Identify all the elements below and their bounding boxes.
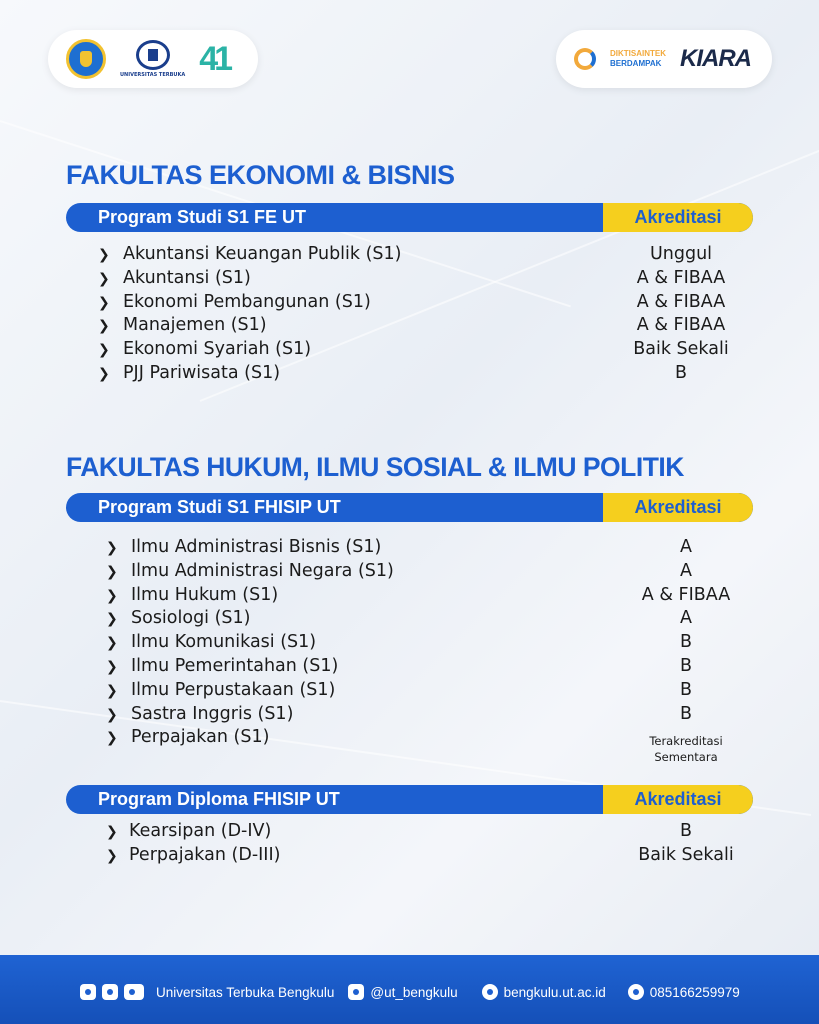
chevron-right-icon: ❯ <box>106 611 118 628</box>
chevron-right-icon: ❯ <box>98 247 110 263</box>
program-name: Ilmu Komunikasi (S1) <box>131 632 317 653</box>
program-accreditation: Baik Sekali <box>638 845 734 865</box>
youtube-icon[interactable] <box>124 984 144 1000</box>
facebook-icon[interactable] <box>102 984 118 1000</box>
faculty-title-feb: FAKULTAS EKONOMI & BISNIS <box>66 160 455 190</box>
anniversary-41-logo <box>199 40 229 79</box>
program-bar-s1-fe <box>66 203 753 232</box>
program-name: Ekonomi Pembangunan (S1) <box>123 291 371 312</box>
program-accreditation: A & FIBAA <box>636 291 726 312</box>
chevron-right-icon: ❯ <box>98 294 110 311</box>
akreditasi-header: Akreditasi <box>603 493 753 522</box>
diktisaintek-logo <box>610 49 666 69</box>
program-bar-label: Program Studi S1 FE UT <box>98 207 307 227</box>
program-name: Sastra Inggris (S1) <box>131 703 294 724</box>
program-row <box>0 680 700 704</box>
dikti-line2: BERDAMPAK <box>610 59 662 68</box>
chevron-right-icon: ❯ <box>106 682 118 699</box>
chevron-right-icon: ❯ <box>106 563 118 580</box>
program-bar-label: Program Diploma FHISIP UT <box>98 789 340 809</box>
program-accreditation: Baik Sekali <box>633 339 729 360</box>
program-accreditation: B <box>679 632 692 653</box>
program-row <box>0 339 729 363</box>
program-name: Ilmu Pemerintahan (S1) <box>131 656 339 676</box>
program-name: Ilmu Hukum (S1) <box>131 584 279 605</box>
partner-logos-left <box>48 30 258 88</box>
program-accreditation: A <box>680 560 692 581</box>
program-name: Ilmu Administrasi Bisnis (S1) <box>131 537 382 557</box>
program-accreditation: A & FIBAA <box>636 267 726 288</box>
program-name: Manajemen (S1) <box>123 315 267 336</box>
program-accreditation: A <box>680 608 692 629</box>
chevron-right-icon: ❯ <box>106 540 118 556</box>
program-name: Ekonomi Syariah (S1) <box>123 339 312 360</box>
program-row <box>0 315 726 339</box>
ut-logo-text: UNIVERSITAS TERBUKA <box>120 72 186 78</box>
program-name: Ilmu Perpustakaan (S1) <box>131 679 336 700</box>
chevron-right-icon: ❯ <box>106 848 118 864</box>
ut-emblem-icon <box>136 40 170 70</box>
program-accreditation: A & FIBAA <box>636 315 726 336</box>
social-university[interactable] <box>80 984 334 1000</box>
footer-contact-row <box>80 984 754 1000</box>
tut-wuri-handayani-logo <box>66 39 106 79</box>
program-row <box>0 656 700 680</box>
tiktok-icon[interactable] <box>80 984 96 1000</box>
program-accreditation: A & FIBAA <box>641 584 731 605</box>
faculty-title-fhisip: FAKULTAS HUKUM, ILMU SOSIAL & ILMU POLITIK <box>66 452 684 482</box>
social-website[interactable] <box>482 984 606 1000</box>
program-accreditation: B <box>679 656 692 676</box>
social-instagram[interactable] <box>348 984 457 1000</box>
program-row <box>0 845 734 869</box>
program-name: Sosiologi (S1) <box>131 608 251 629</box>
program-row <box>0 244 713 268</box>
chevron-right-icon: ❯ <box>106 635 118 652</box>
program-bar-diploma-fhisip <box>66 785 753 814</box>
program-row <box>0 704 700 728</box>
program-name: PJJ Pariwisata (S1) <box>123 363 281 383</box>
program-accreditation: Terakreditasi Sementara <box>649 734 723 765</box>
program-name: Perpajakan (D-III) <box>129 845 281 865</box>
footer-whatsapp[interactable]: 085166259979 <box>649 984 740 1000</box>
chevron-right-icon: ❯ <box>106 730 118 747</box>
program-row <box>0 267 726 292</box>
program-name: Perpajakan (S1) <box>131 727 270 748</box>
program-bar-label: Program Studi S1 FHISIP UT <box>98 497 341 517</box>
program-accreditation: B <box>679 679 692 700</box>
program-row <box>0 561 700 585</box>
program-name: Akuntansi Keuangan Publik (S1) <box>123 244 402 264</box>
chevron-right-icon: ❯ <box>106 706 118 723</box>
chevron-right-icon: ❯ <box>98 318 110 335</box>
program-name: Ilmu Administrasi Negara (S1) <box>131 560 394 581</box>
chevron-right-icon: ❯ <box>106 659 118 675</box>
chevron-right-icon: ❯ <box>98 270 110 287</box>
program-row <box>0 537 700 561</box>
program-row <box>0 291 726 316</box>
chevron-right-icon: ❯ <box>98 342 110 359</box>
program-accreditation: B <box>679 821 692 841</box>
instagram-icon <box>348 984 364 1000</box>
universitas-terbuka-logo <box>120 40 185 78</box>
program-row <box>0 632 700 656</box>
kiara-logo: KIARA <box>680 45 751 72</box>
anniversary-number: 41 <box>199 39 230 78</box>
footer-university-name: Universitas Terbuka Bengkulu <box>156 984 335 1000</box>
dikti-line1: DIKTISAINTEK <box>610 49 666 58</box>
program-name: Akuntansi (S1) <box>123 267 251 288</box>
diktisaintek-icon <box>574 48 596 70</box>
footer-bar <box>0 955 819 1024</box>
program-accreditation: A <box>680 537 692 557</box>
whatsapp-icon <box>628 984 644 1000</box>
globe-icon <box>482 984 498 1000</box>
program-row <box>0 363 700 387</box>
program-row <box>0 608 700 632</box>
program-row <box>0 727 723 765</box>
akreditasi-header: Akreditasi <box>603 785 753 814</box>
program-accreditation: Unggul <box>649 244 713 264</box>
chevron-right-icon: ❯ <box>106 824 118 840</box>
chevron-right-icon: ❯ <box>106 587 118 604</box>
program-row <box>0 821 700 845</box>
program-bar-s1-fhisip <box>66 493 753 522</box>
program-name: Kearsipan (D-IV) <box>129 821 272 841</box>
akreditasi-header: Akreditasi <box>603 203 753 232</box>
partner-logos-right <box>556 30 772 88</box>
chevron-right-icon: ❯ <box>98 366 110 382</box>
footer-instagram[interactable]: @ut_bengkulu <box>370 984 458 1000</box>
program-row <box>0 584 731 609</box>
program-accreditation: B <box>674 363 687 383</box>
footer-website[interactable]: bengkulu.ut.ac.id <box>503 984 606 1000</box>
social-whatsapp[interactable] <box>628 984 740 1000</box>
program-accreditation: B <box>679 703 692 724</box>
